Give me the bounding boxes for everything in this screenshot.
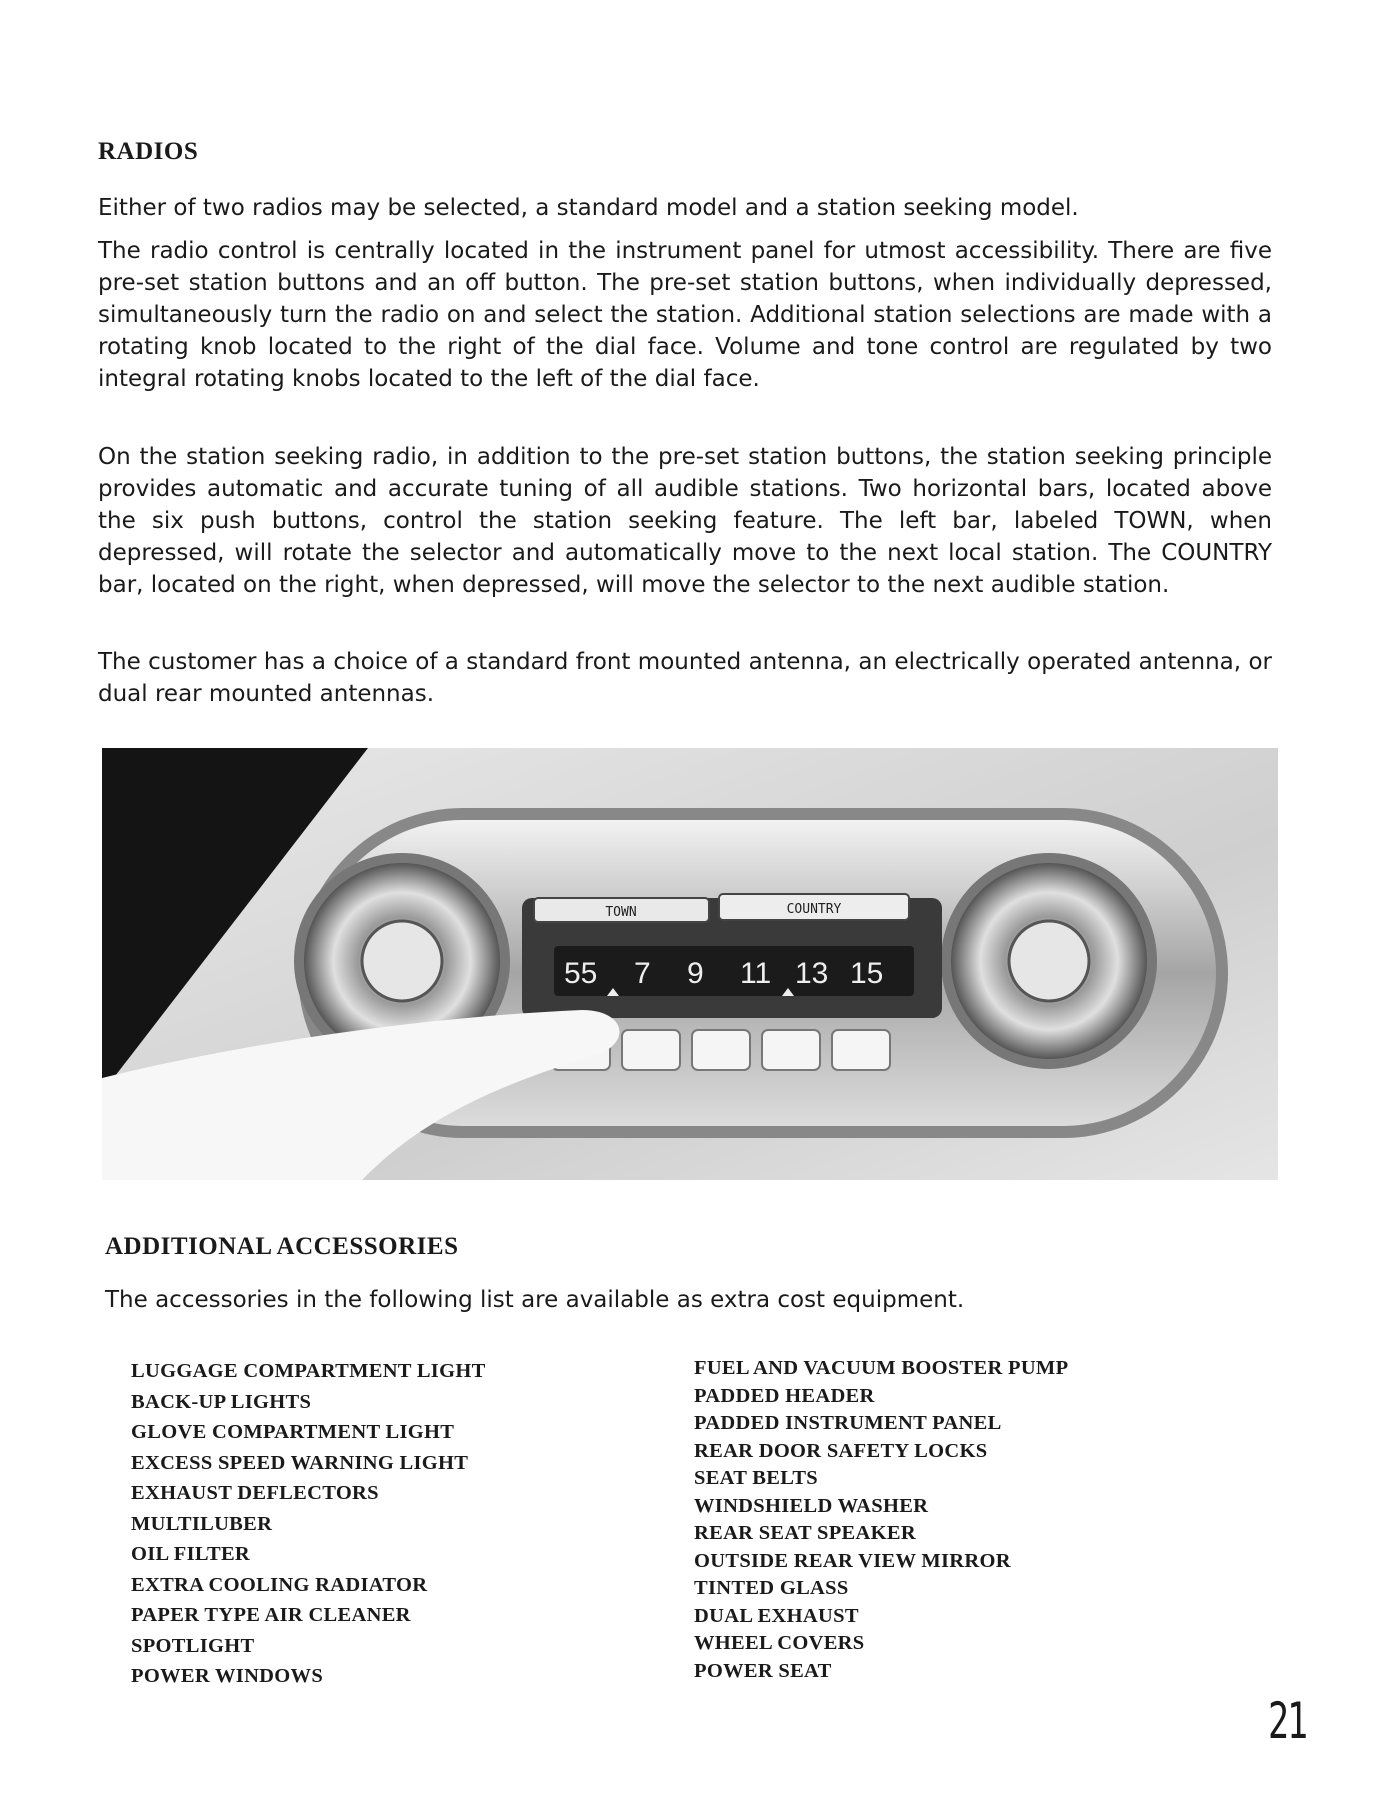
accessories-right-list xyxy=(694,1355,1068,1685)
accessories-intro: The accessories in the following list are available as extra cost equipment. xyxy=(105,1287,965,1313)
list-item: WINDSHIELD WASHER xyxy=(694,1494,929,1517)
list-item: EXCESS SPEED WARNING LIGHT xyxy=(131,1451,469,1474)
radios-paragraph-3: On the station seeking radio, in addition to the pre-set station buttons, the station seeking principle provides automatic and accurate tuning of all audible stations. Two horizontal bars, located above the six push buttons, control the station seeking feature. The left bar, labeled TOWN, when depressed, will rotate the selector and automatically move to the next local station. The COUNTRY bar, located on the right, when depressed, will move the selector to the next audible station. xyxy=(98,444,1272,598)
list-item: FUEL AND VACUUM BOOSTER PUMP xyxy=(694,1357,1069,1379)
left-knob-center xyxy=(362,921,442,1001)
list-item: GLOVE COMPARTMENT LIGHT xyxy=(131,1421,455,1443)
dial-number: 11 xyxy=(740,957,772,990)
list-item: REAR SEAT SPEAKER xyxy=(694,1522,916,1544)
list-item: DUAL EXHAUST xyxy=(694,1604,859,1627)
list-item: LUGGAGE COMPARTMENT LIGHT xyxy=(131,1360,486,1382)
list-item: PAPER TYPE AIR CLEANER xyxy=(131,1604,411,1626)
preset-button[interactable] xyxy=(762,1030,820,1070)
radios-paragraph-4: The customer has a choice of a standard front mounted antenna, an electrically operated antenna, or dual rear mounted antennas. xyxy=(98,649,1272,707)
radio-illustration xyxy=(102,748,1278,1180)
list-item: PADDED HEADER xyxy=(694,1384,875,1407)
list-item: SPOTLIGHT xyxy=(131,1634,255,1657)
dial-number: 9 xyxy=(687,957,704,990)
list-item: REAR DOOR SAFETY LOCKS xyxy=(694,1439,988,1462)
accessories-heading: ADDITIONAL ACCESSORIES xyxy=(105,1233,459,1260)
list-item: WHEEL COVERS xyxy=(694,1632,865,1654)
radios-heading: RADIOS xyxy=(98,138,199,165)
list-item: MULTILUBER xyxy=(131,1512,273,1535)
dial-number: 55 xyxy=(564,957,598,990)
list-item: EXTRA COOLING RADIATOR xyxy=(131,1573,428,1596)
list-item: OUTSIDE REAR VIEW MIRROR xyxy=(694,1549,1011,1572)
page-number: 21 xyxy=(1268,1692,1306,1750)
right-knob-center xyxy=(1009,921,1089,1001)
list-item: TINTED GLASS xyxy=(694,1577,849,1599)
list-item: EXHAUST DEFLECTORS xyxy=(131,1482,379,1504)
town-label: TOWN xyxy=(605,905,637,920)
radio-photo xyxy=(102,748,1278,1180)
list-item: OIL FILTER xyxy=(131,1543,251,1565)
country-label: COUNTRY xyxy=(786,902,842,917)
list-item: POWER SEAT xyxy=(694,1659,832,1682)
dial-number: 7 xyxy=(634,957,651,990)
radios-paragraph-2: The radio control is centrally located in the instrument panel for utmost accessibility. There are five pre-set station buttons and an off button. The pre-set station buttons, when individually depressed, simultaneously turn the radio on and select the station. Additional station selections are made with a rotating knob located to the right of the dial face. Volume and tone control are regulated by two integral rotating knobs located to the left of the dial face. xyxy=(98,238,1272,392)
radios-paragraph-1: Either of two radios may be selected, a standard model and a station seeking model. xyxy=(98,195,1079,221)
list-item: SEAT BELTS xyxy=(694,1467,818,1489)
preset-button[interactable] xyxy=(692,1030,750,1070)
dial-number: 13 xyxy=(795,957,829,990)
list-item: BACK-UP LIGHTS xyxy=(131,1390,312,1413)
preset-button[interactable] xyxy=(832,1030,890,1070)
list-item: PADDED INSTRUMENT PANEL xyxy=(694,1412,1002,1434)
preset-button[interactable] xyxy=(622,1030,680,1070)
dial-number: 15 xyxy=(850,957,884,990)
list-item: POWER WINDOWS xyxy=(131,1665,324,1687)
accessories-left-list xyxy=(131,1356,486,1692)
